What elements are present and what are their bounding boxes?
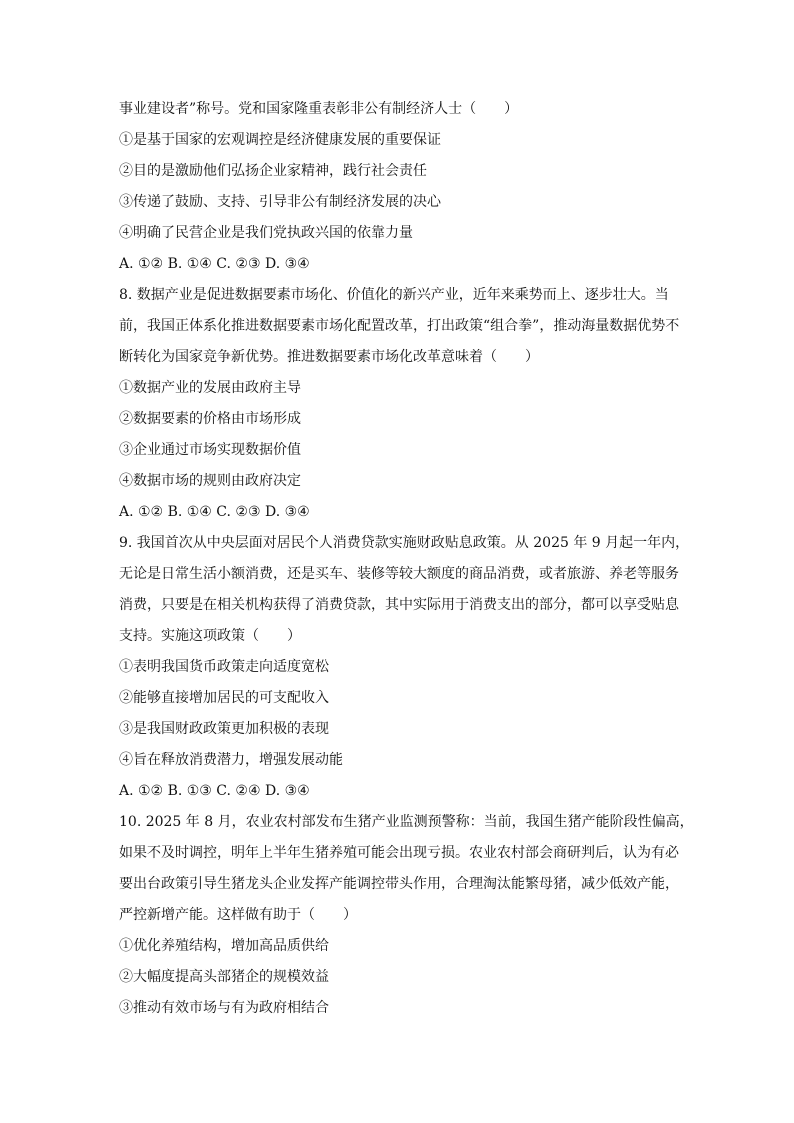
question-10 [119,812,694,1018]
question-9 [119,533,689,801]
question-9-option-3: ③是我国财政政策更加积极的表现 [119,721,329,737]
question-10-option-3: ③推动有效市场与有为政府相结合 [119,1000,329,1016]
question-10-stem-line: 要出台政策引导生猪龙头企业发挥产能调控带头作用，合理淘汰能繁母猪，减少低效产能， [119,876,679,892]
question-9-stem-line: 9. 我国首次从中央层面对居民个人消费贷款实施财政贴息政策。从 2025 年 9 月起一年内， [119,535,690,551]
question-7-option-2: ②目的是激励他们弘扬企业家精神，践行社会责任 [119,163,427,179]
question-7-stem-line: 事业建设者”称号。党和国家隆重表彰非公有制经济人士（ ） [119,101,519,117]
question-8-option-4: ④数据市场的规则由政府决定 [119,473,301,489]
question-10-stem-line: 10. 2025 年 8 月，农业农村部发布生猪产业监测预警称：当前，我国生猪产能阶段性偏高， [119,814,694,830]
question-8-option-1: ①数据产业的发展由政府主导 [119,380,301,396]
question-9-option-4: ④旨在释放消费潜力，增强发展动能 [119,752,343,768]
question-7-option-4: ④明确了民营企业是我们党执政兴国的依靠力量 [119,225,413,241]
question-10-option-1: ①优化养殖结构，增加高品质供给 [119,938,329,954]
question-9-option-2: ②能够直接增加居民的可支配收入 [119,690,329,706]
question-9-choices: A. ①② B. ①③ C. ②④ D. ③④ [119,783,310,799]
question-8 [119,285,689,522]
question-8-stem-line: 8. 数据产业是促进数据要素市场化、价值化的新兴产业，近年来乘势而上、逐步壮大。当 [119,287,669,303]
question-8-choices: A. ①② B. ①④ C. ②③ D. ③④ [119,504,310,520]
question-8-stem-line: 前，我国正体系化推进数据要素市场化配置改革，打出政策“组合拳”，推动海量数据优势不 [119,318,680,334]
question-9-option-1: ①表明我国货币政策走向适度宽松 [119,659,329,675]
question-7-option-3: ③传递了鼓励、支持、引导非公有制经济发展的决心 [119,194,441,210]
document-page [119,99,694,1018]
question-10-stem-line: 严控新增产能。这样做有助于（ ） [119,907,357,923]
question-8-option-2: ②数据要素的价格由市场形成 [119,411,301,427]
question-10-stem-line: 如果不及时调控，明年上半年生猪养殖可能会出现亏损。农业农村部会商研判后，认为有必 [119,845,679,861]
question-7-choices: A. ①② B. ①④ C. ②③ D. ③④ [119,256,310,272]
question-7-option-1: ①是基于国家的宏观调控是经济健康发展的重要保证 [119,132,441,148]
question-8-stem-line: 断转化为国家竞争新优势。推进数据要素市场化改革意味着（ ） [119,349,539,365]
question-9-stem-line: 支持。实施这项政策（ ） [119,628,301,644]
question-10-option-2: ②大幅度提高头部猪企的规模效益 [119,969,329,985]
question-8-option-3: ③企业通过市场实现数据价值 [119,442,301,458]
question-9-stem-line: 无论是日常生活小额消费，还是买车、装修等较大额度的商品消费，或者旅游、养老等服务 [119,566,679,582]
question-7 [119,99,689,274]
question-9-stem-line: 消费，只要是在相关机构获得了消费贷款，其中实际用于消费支出的部分，都可以享受贴息 [119,597,679,613]
